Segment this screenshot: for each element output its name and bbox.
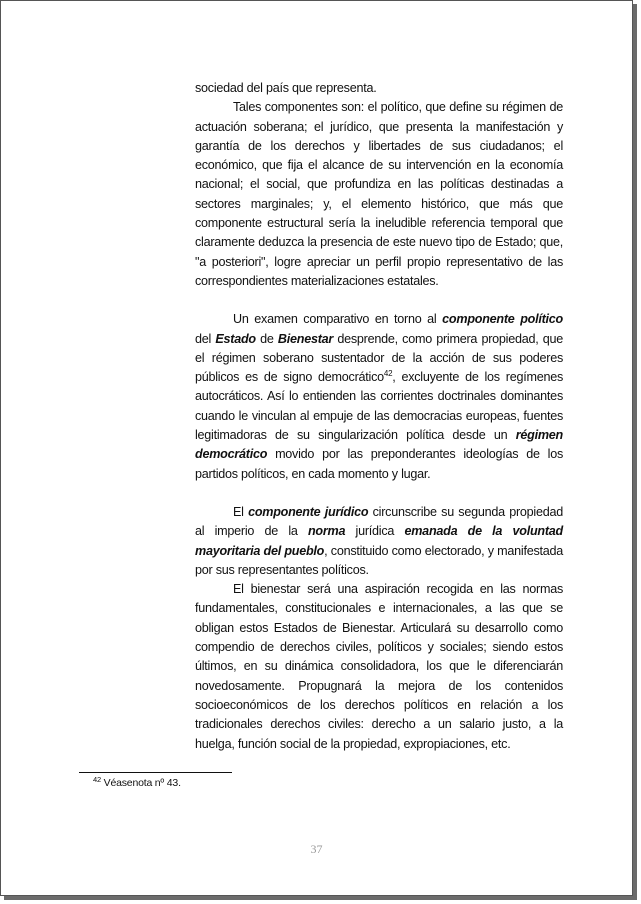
emphasis-voluntad-mayoritaria: emanada de la voluntad mayoritaria del pueblo: [195, 524, 563, 558]
paragraph-components: Tales componentes son: el político, que define su régimen de actuación soberana; el jurídico, que presenta la manifestación y garantía de los derechos y libertades de sus ciudadanos; el económico, que fija el alcance de su intervención en la economía nacional; el social, que profundiza en las políticas destinadas a sectores marginales; y, el elemento histórico, que más que componente estructural sería la ineludible referencia temporal que claramente deduzca la presencia de este nuevo tipo de Estado; que, "a posteriori", logre apreciar un perfil propio representativo de las correspondientes materializaciones estatales.: [195, 100, 563, 288]
footnote-text: Véasenota nº 43.: [100, 777, 181, 789]
emphasis-bienestar: Bienestar: [277, 331, 334, 346]
emphasis-norma: norma: [307, 524, 346, 539]
footnote-separator: [79, 772, 232, 773]
emphasis-estado: Estado: [215, 331, 256, 346]
emphasis-componente-juridico: componente jurídico: [248, 504, 369, 519]
paragraph-legal-component: El componente jurídico circunscribe su segunda propiedad al imperio de la norma jurídica emanada de la voluntad mayoritaria del pueblo, constituido como electorado, y manifestada por sus representantes políticos.: [195, 504, 564, 577]
paragraph-political-component: Un examen comparativo en torno al componente político del Estado de Bienestar desprende, como primera propiedad, que el régimen soberano sustentador de la acción de sus poderes públicos es de signo democrático$^{42}$, excluyente de los regímenes autocráticos. Así lo entienden las corrientes doctrinales dominantes cuando le vinculan al empuje de las democracias europeas, fuentes legitimadoras de su singularización política desde un régimen democrático movido por las preponderantes ideologías de los partidos políticos, en cada momento y lugar.: [195, 312, 564, 481]
paragraph-welfare: El bienestar será una aspiración recogida en las normas fundamentales, constitucionales e internacionales, a las que se obligan estos Estados de Bienestar. Articulará su desarrollo como compendio de derechos civiles, políticos y sociales; siendo estos últimos, en su dinámica consolidadora, los que le diferenciarán novedosamente. Propugnará la mejora de los contenidos socioeconómicos de los derechos políticos en relación a los tradicionales derechos civiles: derecho a un salario justo, a la huelga, función social de la propiedad, expropiaciones, etc.: [195, 582, 563, 751]
emphasis-regimen-democratico: régimen democrático: [195, 428, 563, 462]
footnote: [93, 777, 181, 789]
body-text: [195, 79, 563, 754]
paragraph-continuation: sociedad del país que representa.: [195, 81, 377, 95]
page-number: 37: [310, 842, 323, 856]
emphasis-componente-politico: componente político: [442, 312, 564, 327]
footnote-reference[interactable]: 42: [383, 369, 393, 379]
footnote-number: 42: [93, 775, 101, 784]
